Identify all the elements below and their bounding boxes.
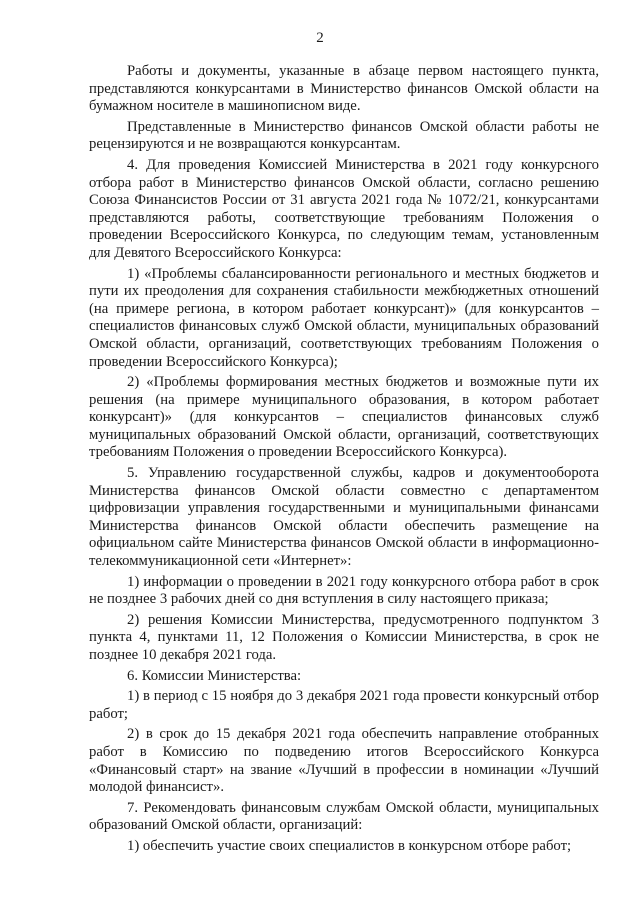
- paragraph-item-6: 6. Комиссии Министерства:: [127, 667, 302, 684]
- paragraph-item-7: 7. Рекомендовать финансовым службам Омской области, муниципальных образований Омской области, организаций:: [89, 799, 599, 834]
- document-body: [89, 63, 599, 856]
- page-number: 2: [316, 30, 324, 46]
- paragraph-item-4: 4. Для проведения Комиссией Министерства в 2021 году конкурсного отбора работ в Министерство финансов Омской области, согласно решению Союза Финансистов России от 31 августа 2021 года № 1072/21, конкурсантами представляются работы, соответствующие требованиям Положения о проведении Всероссийского Конкурса, по следующим темам, установленным для Девятого Всероссийского Конкурса:: [89, 156, 599, 261]
- paragraph-topic-1: 1) «Проблемы сбалансированности регионального и местных бюджетов и пути их преодоления для сохранения стабильности межбюджетных отношений (на примере региона, в котором работает конкурсант)» (для конкурсантов – специалистов финансовых служб Омской области, муниципальных образований Омской области, организаций, соответствующих требованиям Положения о проведении Всероссийского Конкурса);: [89, 265, 599, 370]
- paragraph-item-5-1: 1) информации о проведении в 2021 году конкурсного отбора работ в срок не позднее 3 рабочих дней со дня вступления в силу настоящего приказа;: [89, 573, 599, 608]
- paragraph-item-7-1: 1) обеспечить участие своих специалистов в конкурсном отборе работ;: [127, 837, 572, 854]
- paragraph-item-5: 5. Управлению государственной службы, кадров и документооборота Министерства финансов Омской области совместно с департаментом цифровизации управления государственными и муниципальными финансами Министерства финансов Омской области обеспечить размещение на официальном сайте Министерства финансов Омской области в информационно-телекоммуникационной сети «Интернет»:: [89, 465, 599, 570]
- paragraph-works-submission: Работы и документы, указанные в абзаце первом настоящего пункта, представляются конкурсантами в Министерство финансов Омской области на бумажном носителе в машинописном виде.: [89, 63, 599, 115]
- paragraph-not-reviewed: Представленные в Министерство финансов Омской области работы не рецензируются и не возвращаются конкурсантам.: [89, 118, 599, 153]
- paragraph-item-6-2: 2) в срок до 15 декабря 2021 года обеспечить направление отобранных работ в Комиссию по подведению итогов Всероссийского Конкурса «Финансовый старт» на звание «Лучший в профессии в номинации «Лучший молодой финансист».: [89, 726, 599, 796]
- paragraph-item-6-1: 1) в период с 15 ноября до 3 декабря 2021 года провести конкурсный отбор работ;: [89, 688, 599, 722]
- paragraph-topic-2: 2) «Проблемы формирования местных бюджетов и возможные пути их решения (на примере муниципального образования, в котором работает конкурсант)» (для конкурсантов – специалистов финансовых служб муниципальных образований Омской области, организаций, соответствующих требованиям Положения о проведении Всероссийского Конкурса).: [89, 374, 599, 461]
- paragraph-item-5-2: 2) решения Комиссии Министерства, предусмотренного подпунктом 3 пункта 4, пунктами 11, 12 Положения о Комиссии Министерства, в срок не позднее 10 декабря 2021 года.: [89, 611, 599, 663]
